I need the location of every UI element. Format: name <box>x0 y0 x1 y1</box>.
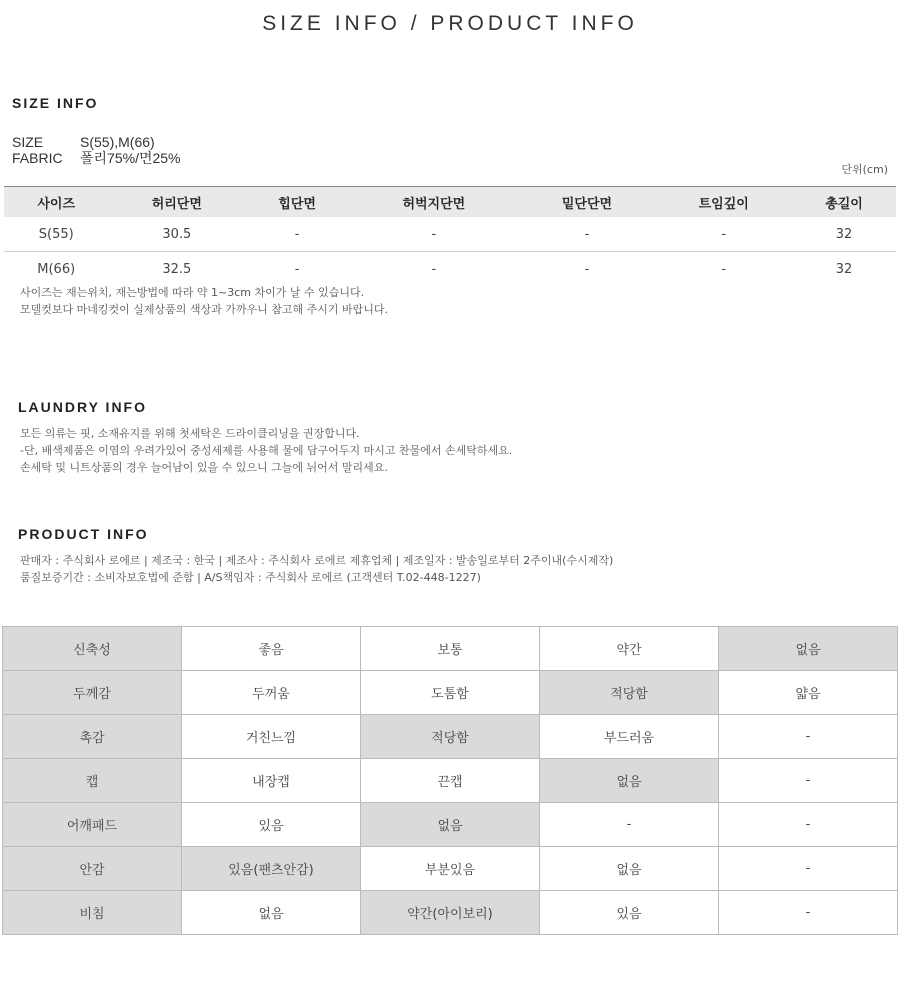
size-cell: 32 <box>835 261 853 277</box>
size-header-cell: 허벅지단면 <box>349 187 519 218</box>
size-cell: - <box>294 261 300 277</box>
property-option: - <box>540 803 719 847</box>
property-label: 신축성 <box>3 627 182 671</box>
unit-label: 단위(cm) <box>841 163 888 176</box>
size-spec <box>12 134 181 166</box>
laundry-info-title: LAUNDRY INFO <box>18 399 147 415</box>
property-option: 도톰함 <box>361 671 540 715</box>
property-option: 부분있음 <box>361 847 540 891</box>
property-option-selected: 없음 <box>361 803 540 847</box>
property-option-selected: 약간(아이보리) <box>361 891 540 935</box>
size-header-cell: 트임깊이 <box>655 187 792 218</box>
product-info-title: PRODUCT INFO <box>18 526 149 542</box>
property-option: 거친느낌 <box>182 715 361 759</box>
property-option: 보통 <box>361 627 540 671</box>
property-option: - <box>719 847 898 891</box>
property-row <box>3 759 898 803</box>
property-option-selected: 있음(팬츠안감) <box>182 847 361 891</box>
size-table-row <box>4 252 896 287</box>
size-cell: - <box>431 261 437 277</box>
property-row <box>3 847 898 891</box>
property-row <box>3 627 898 671</box>
property-option: 내장캡 <box>182 759 361 803</box>
property-option-selected: 적당함 <box>361 715 540 759</box>
size-info-title: SIZE INFO <box>12 95 99 111</box>
property-option: 없음 <box>182 891 361 935</box>
size-cell: 30.5 <box>108 217 245 252</box>
property-row <box>3 715 898 759</box>
property-option: 있음 <box>540 891 719 935</box>
size-table-header <box>4 187 896 218</box>
property-option: 끈캡 <box>361 759 540 803</box>
property-option: 두꺼움 <box>182 671 361 715</box>
property-option-selected: 없음 <box>719 627 898 671</box>
fabric-line <box>12 150 181 166</box>
property-label: 안감 <box>3 847 182 891</box>
size-cell: - <box>721 261 727 277</box>
property-row <box>3 891 898 935</box>
fabric-value: 폴리75%/면25% <box>80 150 181 166</box>
size-cell: 32.5 <box>162 261 192 277</box>
property-label: 비침 <box>3 891 182 935</box>
property-option: - <box>719 715 898 759</box>
size-cell: - <box>245 217 349 252</box>
properties-table <box>2 626 898 935</box>
property-label: 촉감 <box>3 715 182 759</box>
size-cell: - <box>519 217 656 252</box>
size-cell: - <box>349 217 519 252</box>
property-option: 없음 <box>540 847 719 891</box>
property-row <box>3 803 898 847</box>
property-option: - <box>719 803 898 847</box>
property-option: - <box>719 891 898 935</box>
size-cell: - <box>584 261 590 277</box>
size-cell: M(66) <box>37 261 76 277</box>
laundry-notes <box>20 425 512 476</box>
property-label: 캡 <box>3 759 182 803</box>
laundry-line: 모든 의류는 핏, 소재유지를 위해 첫세탁은 드라이클리닝을 권장합니다. <box>20 427 360 440</box>
size-header-cell: 힙단면 <box>245 187 349 218</box>
laundry-line: -단, 배색제품은 이염의 우려가있어 중성세제를 사용해 물에 담구어두지 마시고 찬물에서 손세탁하세요. <box>20 444 513 457</box>
size-value: S(55),M(66) <box>80 134 155 150</box>
size-table-row <box>4 217 896 252</box>
product-line: 판매자 : 주식회사 로에르 | 제조국 : 한국 | 제조사 : 주식회사 로에르 제휴업체 | 제조일자 : 발송일로부터 2주이내(수시제작) <box>20 554 614 567</box>
property-label: 두께감 <box>3 671 182 715</box>
laundry-line: 손세탁 및 니트상품의 경우 늘어남이 있을 수 있으니 그늘에 뉘어서 말리세요. <box>20 461 388 474</box>
property-option-selected: 없음 <box>540 759 719 803</box>
property-option: 부드러움 <box>540 715 719 759</box>
size-header-cell: 사이즈 <box>4 187 108 218</box>
page-title: SIZE INFO / PRODUCT INFO <box>262 12 638 35</box>
size-cell: 32 <box>792 217 896 252</box>
property-option-selected: 적당함 <box>540 671 719 715</box>
property-option: 있음 <box>182 803 361 847</box>
size-table <box>4 186 896 286</box>
property-label: 어깨패드 <box>3 803 182 847</box>
size-notes <box>20 284 388 318</box>
product-notes <box>20 552 613 586</box>
property-row <box>3 671 898 715</box>
size-label: SIZE <box>12 134 44 150</box>
property-option: 얇음 <box>719 671 898 715</box>
size-header-cell: 허리단면 <box>108 187 245 218</box>
property-option: - <box>719 759 898 803</box>
size-line <box>12 134 181 150</box>
product-line: 품질보증기간 : 소비자보호법에 준함 | A/S책임자 : 주식회사 로에르 (고객센터 T.02-448-1227) <box>20 571 481 584</box>
size-note: 사이즈는 재는위치, 재는방법에 따라 약 1~3cm 차이가 날 수 있습니다. <box>20 286 365 299</box>
size-note: 모델컷보다 마네킹컷이 실제상품의 색상과 가까우니 참고해 주시기 바랍니다. <box>20 303 389 316</box>
size-header-cell: 총길이 <box>792 187 896 218</box>
property-option: 약간 <box>540 627 719 671</box>
size-cell: - <box>655 217 792 252</box>
property-option: 좋음 <box>182 627 361 671</box>
fabric-label: FABRIC <box>12 150 63 166</box>
size-cell: S(55) <box>4 217 108 252</box>
size-header-cell: 밑단단면 <box>519 187 656 218</box>
